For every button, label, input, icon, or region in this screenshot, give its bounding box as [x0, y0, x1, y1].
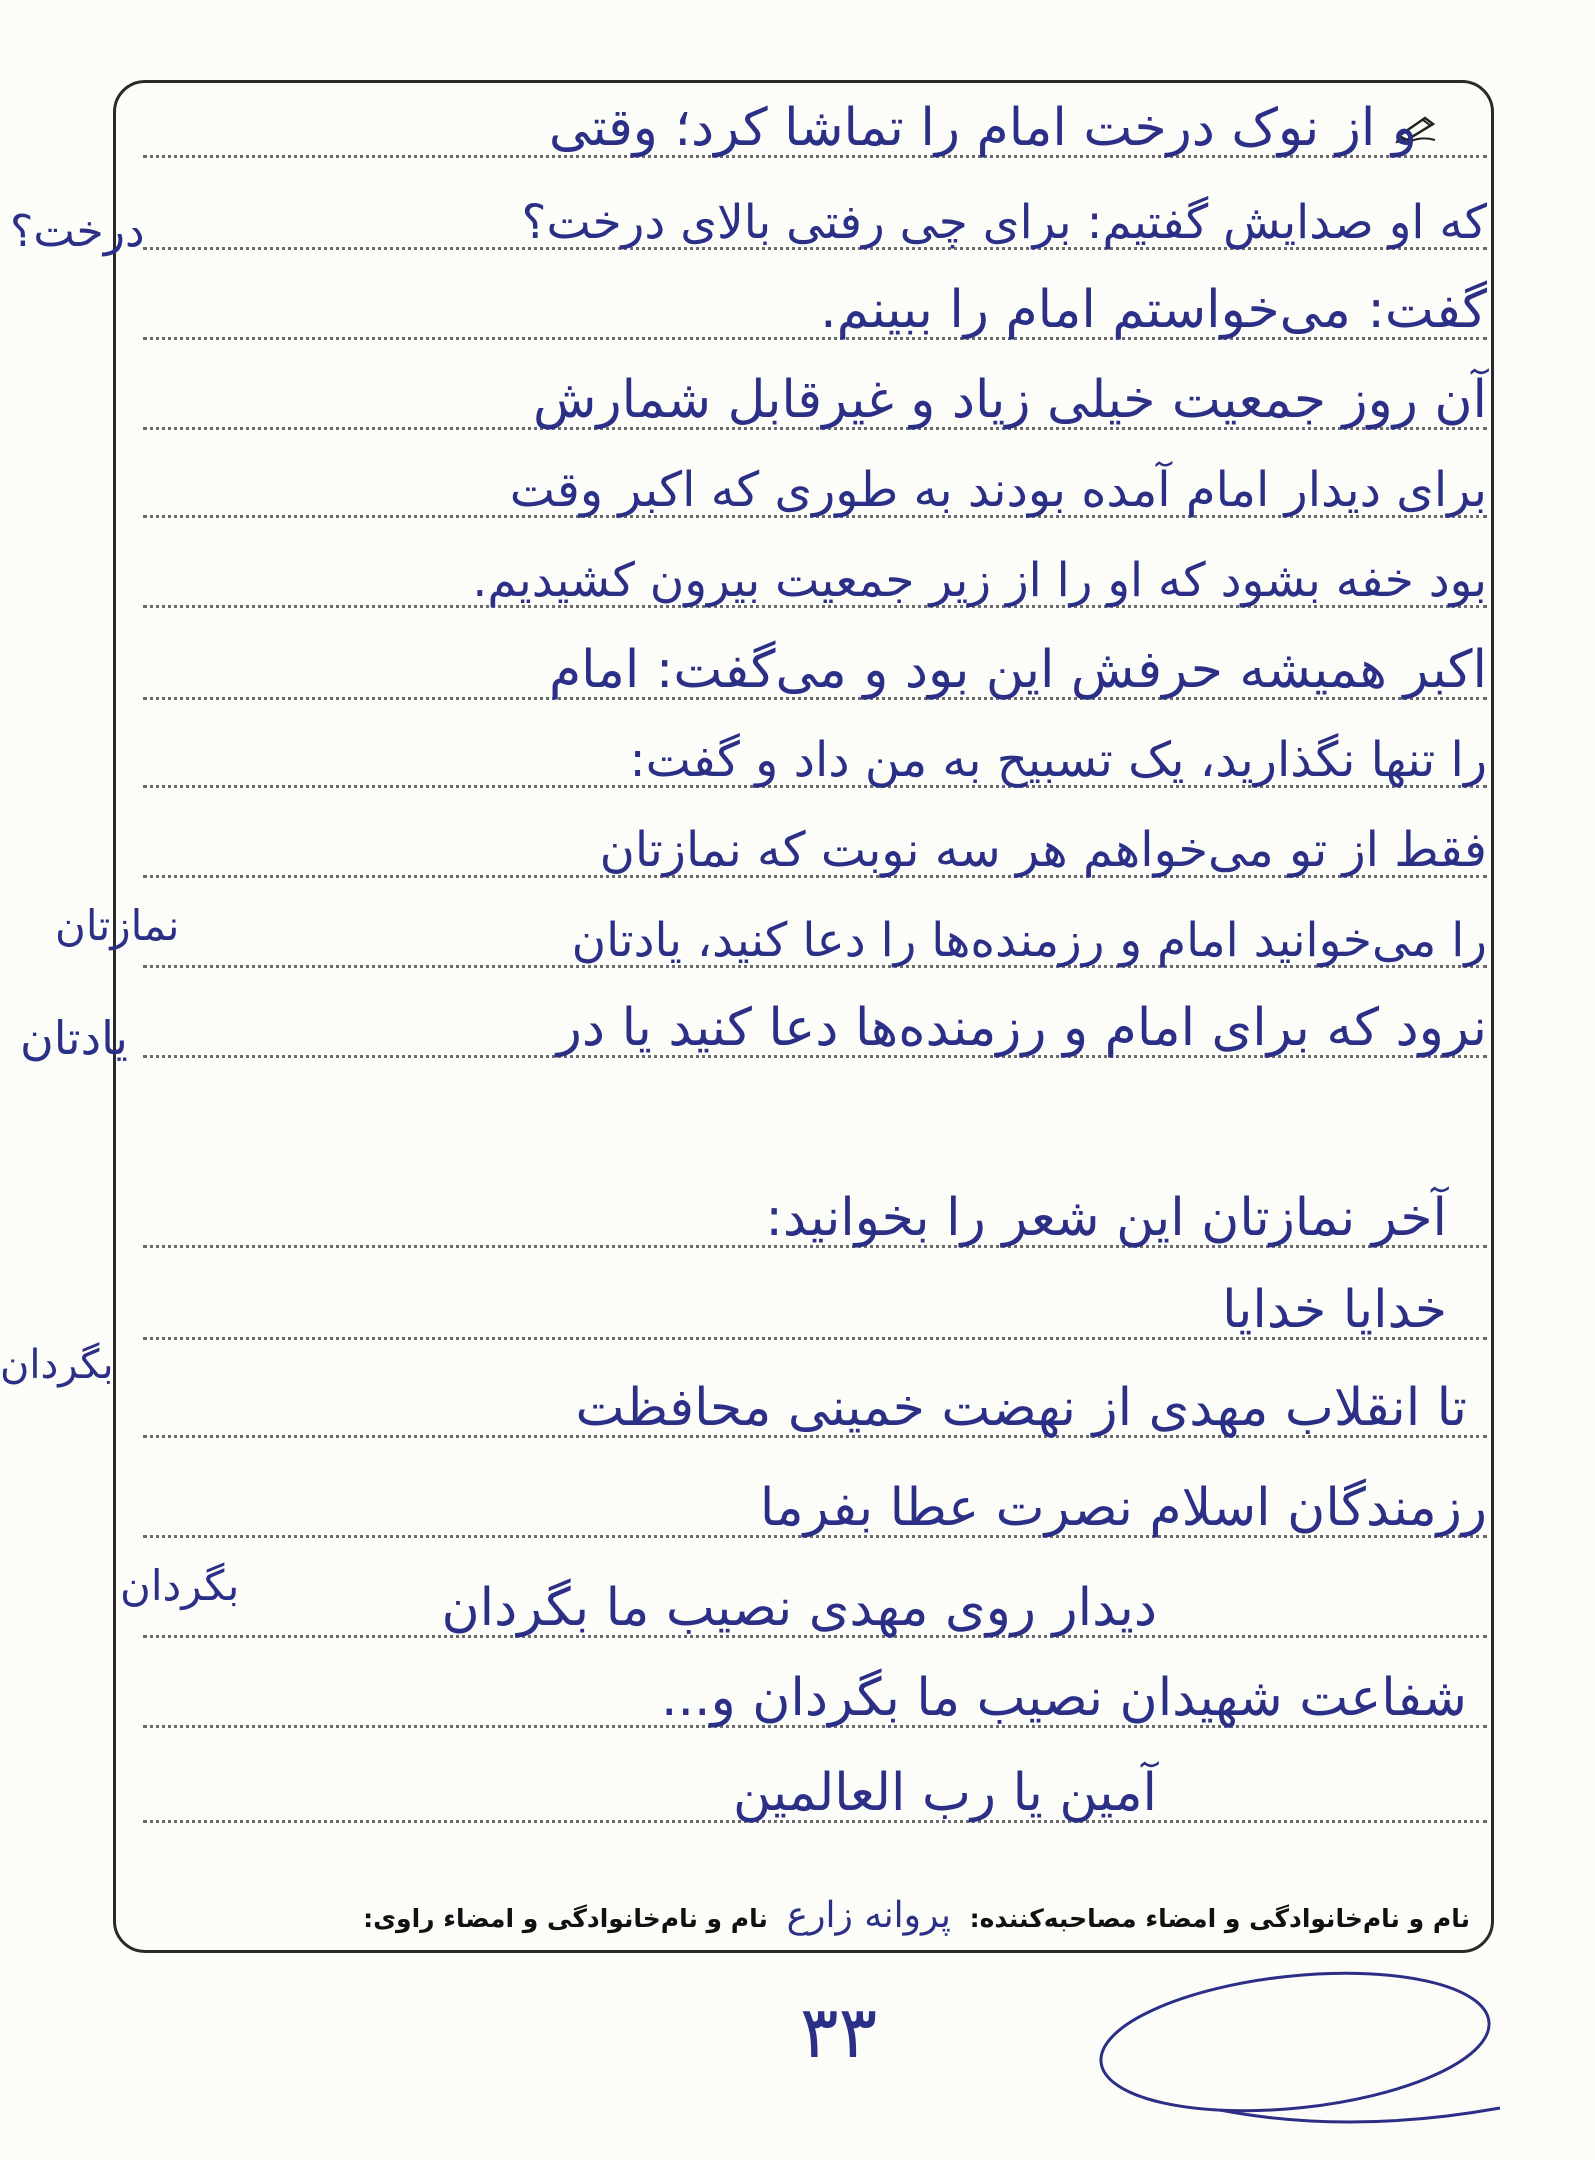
- handwritten-text: آمین یا رب العالمین: [733, 1763, 1157, 1823]
- text-line-14: [143, 1360, 1487, 1448]
- handwritten-text: بود خفه بشود که او را از زیر جمعیت بیرون کشیدیم.: [472, 553, 1487, 608]
- handwritten-text: را می‌خوانید امام و رزمنده‌ها را دعا کنید، یادتان: [571, 913, 1487, 968]
- handwritten-text: آن روز جمعیت خیلی زیاد و غیرقابل شمارش: [532, 370, 1487, 430]
- handwritten-text: برای دیدار امام آمده بودند به طوری که اکبر وقت: [509, 462, 1487, 518]
- text-line-7: [143, 622, 1487, 710]
- handwritten-text: و از نوک درخت امام را تماشا کرد؛ وقتی: [548, 98, 1417, 158]
- text-line-12: [143, 1170, 1487, 1258]
- margin-note: یادتان: [20, 1011, 128, 1065]
- narrator-signature-mark: [1070, 1960, 1510, 2150]
- text-line-5: [143, 440, 1487, 528]
- handwritten-text: رزمندگان اسلام نصرت عطا بفرما: [759, 1478, 1487, 1538]
- margin-note: بگردان: [0, 1342, 114, 1388]
- text-line-3: [143, 262, 1487, 350]
- text-line-4: [143, 352, 1487, 440]
- narrator-label: نام و نام‌خانوادگی و امضاء راوی:: [363, 1904, 768, 1933]
- text-line-2: [143, 172, 1487, 260]
- text-line-16: [143, 1560, 1487, 1648]
- margin-note: درخت؟: [10, 206, 145, 257]
- handwritten-text: فقط از تو می‌خواهم هر سه نوبت که نمازتان: [599, 822, 1487, 878]
- handwritten-text: را تنها نگذارید، یک تسبیح به من داد و گفت:: [629, 732, 1487, 788]
- handwritten-text: خدایا خدایا: [1222, 1280, 1447, 1340]
- handwritten-text: دیدار روی مهدی نصیب ما بگردان: [441, 1578, 1157, 1638]
- text-line-17: [143, 1650, 1487, 1738]
- text-line-18: [143, 1745, 1487, 1833]
- handwritten-text: شفاعت شهیدان نصیب ما بگردان و...: [661, 1668, 1467, 1728]
- signature-footer: [150, 1895, 1470, 1945]
- margin-note: بگردان: [120, 1561, 240, 1610]
- text-line-9: [143, 800, 1487, 888]
- handwritten-text: که او صدایش گفتیم: برای چی رفتی بالای درخت؟: [521, 195, 1487, 250]
- text-line-8: [143, 710, 1487, 798]
- text-line-13: [143, 1262, 1487, 1350]
- margin-note: نمازتان: [55, 901, 180, 950]
- page-number: ۳۳: [800, 1990, 878, 2074]
- handwritten-text: اکبر همیشه حرفش این بود و می‌گفت: امام: [548, 640, 1487, 700]
- text-line-6: [143, 530, 1487, 618]
- handwritten-text: تا انقلاب مهدی از نهضت خمینی محافظت: [575, 1378, 1467, 1438]
- text-line-11: [143, 980, 1487, 1068]
- handwritten-text: آخر نمازتان این شعر را بخوانید:: [765, 1188, 1447, 1248]
- handwritten-text: نرود که برای امام و رزمنده‌ها دعا کنید یا در: [556, 998, 1487, 1058]
- text-line-1: [143, 80, 1487, 168]
- text-line-15: [143, 1460, 1487, 1548]
- interviewer-label: نام و نام‌خانوادگی و امضاء مصاحبه‌کننده:: [969, 1904, 1470, 1933]
- text-line-10: [143, 890, 1487, 978]
- interviewer-signature: پروانه زارع: [786, 1895, 951, 1936]
- handwritten-text: گفت: می‌خواستم امام را ببینم.: [820, 280, 1487, 340]
